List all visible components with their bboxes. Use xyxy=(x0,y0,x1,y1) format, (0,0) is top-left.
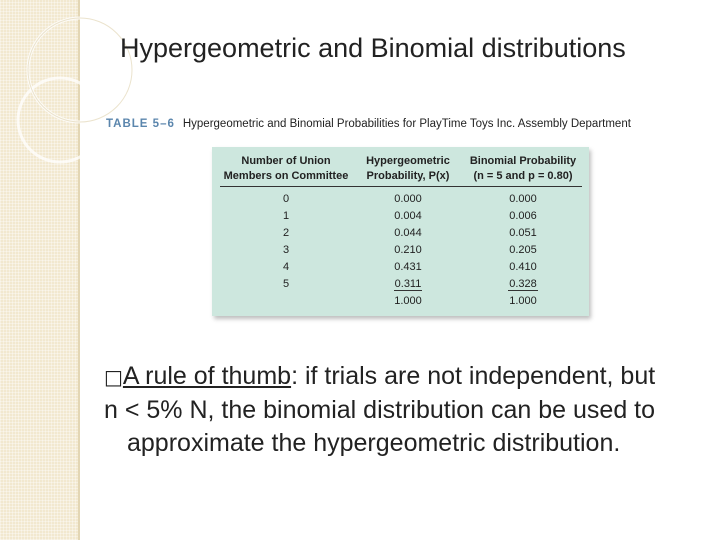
table-cell: 2 xyxy=(282,227,290,239)
table-cell: 3 xyxy=(282,244,290,256)
rule-continuation: n < 5% N, the binomial distribution can be used to approximate the hypergeometric distribution. xyxy=(104,396,656,457)
table-cell: 0.006 xyxy=(509,210,537,222)
table-cell: 0.051 xyxy=(509,227,537,239)
table-row xyxy=(220,208,582,225)
table-total-row xyxy=(220,293,582,310)
bullet-box-icon: □ xyxy=(104,365,123,389)
total-hypergeometric: 1.000 xyxy=(394,295,422,307)
table-cell: 0.205 xyxy=(509,244,537,256)
table-number: TABLE 5–6 xyxy=(106,118,175,130)
table-row xyxy=(220,276,582,293)
table-cell xyxy=(220,293,352,310)
table-row xyxy=(220,225,582,242)
table-cell: 0.311 xyxy=(394,278,422,290)
table-cell: 0.000 xyxy=(394,193,422,205)
table-cell: 0.410 xyxy=(509,261,537,273)
bullet-item xyxy=(104,360,704,394)
header-binomial: Binomial Probability (n = 5 and p = 0.80) xyxy=(464,153,582,187)
table-caption-text: Hypergeometric and Binomial Probabilities for PlayTime Toys Inc. Assembly Department xyxy=(182,118,631,130)
table-cell: 4 xyxy=(282,261,290,273)
table-cell: 0.004 xyxy=(394,210,422,222)
table-cell: 0.210 xyxy=(394,244,422,256)
header-union-members: Number of Union Members on Committee xyxy=(220,153,352,187)
table-cell: 0.044 xyxy=(394,227,422,239)
slide-title: Hypergeometric and Binomial distributions xyxy=(120,33,626,63)
table-row xyxy=(220,242,582,259)
total-binomial: 1.000 xyxy=(509,295,537,307)
table-cell: 0.000 xyxy=(509,193,537,205)
table-cell: 0 xyxy=(282,193,290,205)
table-cell: 5 xyxy=(282,278,290,290)
table-caption xyxy=(106,118,686,130)
rule-of-thumb-text xyxy=(104,360,704,460)
table-row xyxy=(220,259,582,276)
table-cell: 1 xyxy=(282,210,290,222)
rule-text: : if trials are not independent, but xyxy=(291,362,656,390)
table-row xyxy=(220,187,582,209)
header-hypergeometric: Hypergeometric Probability, P(x) xyxy=(352,153,464,187)
rule-of-thumb-label: A rule of thumb xyxy=(122,362,292,390)
table-cell: 0.431 xyxy=(394,261,422,273)
probability-table xyxy=(220,153,582,310)
probability-table-panel xyxy=(212,147,589,316)
table-cell: 0.328 xyxy=(509,278,537,290)
table-header-row xyxy=(220,153,582,187)
